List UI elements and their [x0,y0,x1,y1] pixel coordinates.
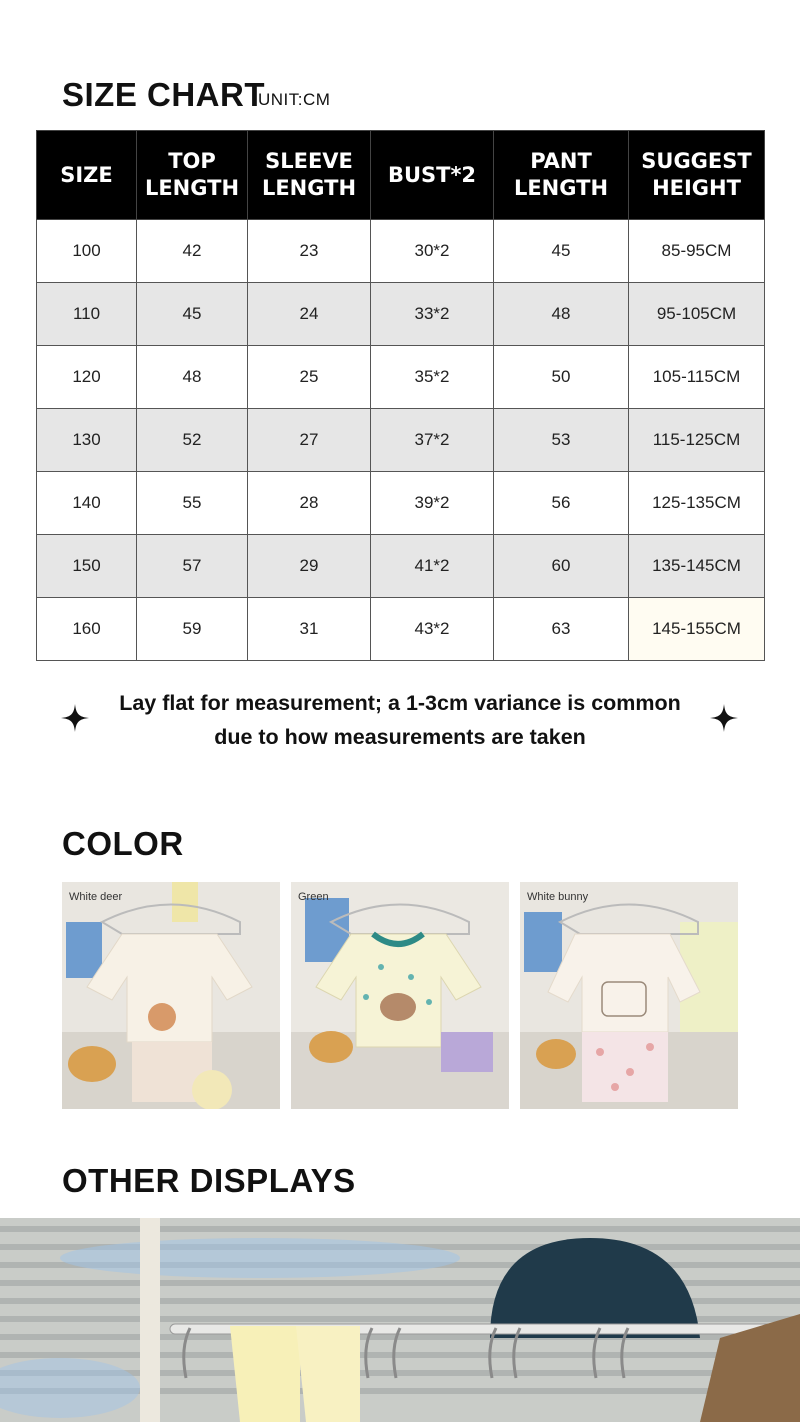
cell-sleeve-length: 23 [248,220,371,283]
header-bust: BUST*2 [371,131,494,220]
cell-bust: 43*2 [371,598,494,661]
measurement-note-line-1: Lay flat for measurement; a 1-3cm variance is common [119,691,681,715]
size-chart-table [36,130,765,661]
cell-pant-length: 60 [494,535,629,598]
product-image [291,882,509,1109]
table-row [37,409,765,472]
table-header-row [37,131,765,220]
cell-suggest-height: 135-145CM [629,535,765,598]
color-section-title: COLOR [62,825,184,862]
cell-bust: 39*2 [371,472,494,535]
cell-sleeve-length: 28 [248,472,371,535]
cell-bust: 35*2 [371,346,494,409]
cell-bust: 30*2 [371,220,494,283]
cell-suggest-height: 95-105CM [629,283,765,346]
header-suggest-height: SUGGEST HEIGHT [629,131,765,220]
cell-suggest-height: 85-95CM [629,220,765,283]
cell-size: 160 [37,598,137,661]
color-photo-green[interactable] [291,882,509,1109]
cell-suggest-height: 115-125CM [629,409,765,472]
table-row [37,472,765,535]
product-image [520,882,738,1109]
cell-suggest-height: 125-135CM [629,472,765,535]
cell-top-length: 59 [137,598,248,661]
cell-size: 130 [37,409,137,472]
product-image [62,882,280,1109]
table-row [37,535,765,598]
sparkle-icon [710,704,738,732]
color-label: White deer [69,891,123,903]
cell-top-length: 42 [137,220,248,283]
cell-top-length: 57 [137,535,248,598]
table-row [37,283,765,346]
color-label: Green [298,891,329,903]
table-row [37,220,765,283]
cell-pant-length: 45 [494,220,629,283]
cell-suggest-height: 105-115CM [629,346,765,409]
cell-top-length: 55 [137,472,248,535]
cell-pant-length: 56 [494,472,629,535]
measurement-note [98,686,702,754]
color-label: White bunny [527,891,589,903]
cell-sleeve-length: 27 [248,409,371,472]
color-photo-white-deer[interactable] [62,882,280,1109]
cell-size: 120 [37,346,137,409]
cell-sleeve-length: 29 [248,535,371,598]
header-size: SIZE [37,131,137,220]
unit-label: UNIT:CM [258,90,331,109]
cell-size: 100 [37,220,137,283]
cell-pant-length: 48 [494,283,629,346]
cell-pant-length: 53 [494,409,629,472]
display-image [0,1218,800,1422]
cell-size: 110 [37,283,137,346]
size-chart-title: SIZE CHART [62,76,265,113]
table-row [37,346,765,409]
cell-size: 140 [37,472,137,535]
measurement-note-line-2: due to how measurements are taken [214,725,586,749]
cell-sleeve-length: 25 [248,346,371,409]
cell-bust: 37*2 [371,409,494,472]
cell-pant-length: 50 [494,346,629,409]
color-photo-white-bunny[interactable] [520,882,738,1109]
other-displays-title: OTHER DISPLAYS [62,1162,356,1199]
cell-bust: 41*2 [371,535,494,598]
cell-top-length: 45 [137,283,248,346]
header-top-length: TOP LENGTH [137,131,248,220]
display-photo [0,1218,800,1422]
table-row [37,598,765,661]
cell-sleeve-length: 24 [248,283,371,346]
header-pant-length: PANT LENGTH [494,131,629,220]
cell-sleeve-length: 31 [248,598,371,661]
sparkle-icon [61,704,89,732]
cell-top-length: 48 [137,346,248,409]
header-sleeve-length: SLEEVE LENGTH [248,131,371,220]
cell-size: 150 [37,535,137,598]
cell-top-length: 52 [137,409,248,472]
cell-suggest-height: 145-155CM [629,598,765,661]
cell-pant-length: 63 [494,598,629,661]
cell-bust: 33*2 [371,283,494,346]
